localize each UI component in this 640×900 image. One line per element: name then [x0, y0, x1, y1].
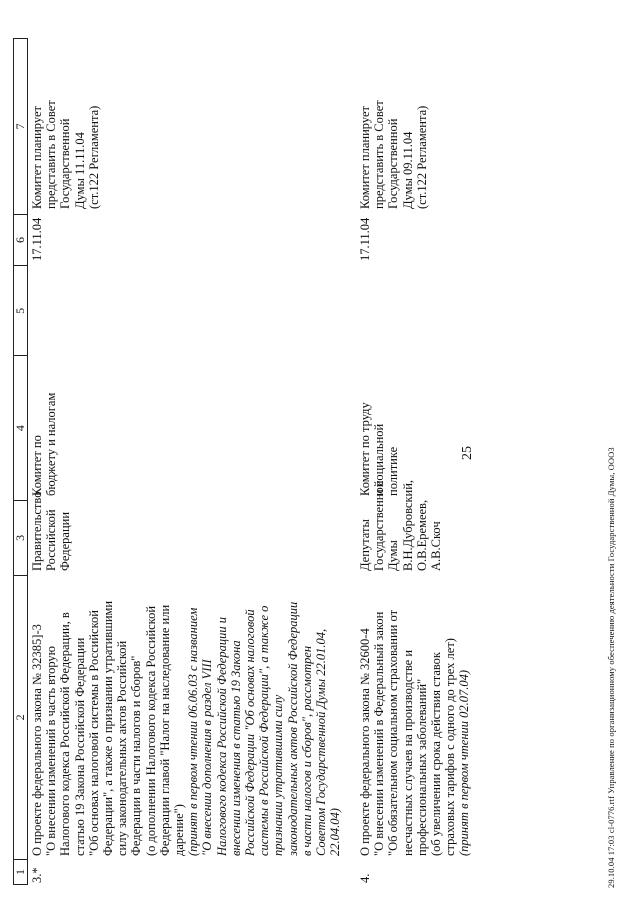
cell-line: страховых тарифов с одного до трех лет): [443, 638, 458, 856]
cell-line: законодательных актов Российской Федерации: [285, 601, 300, 856]
initiator: [30, 491, 342, 575]
header-col-7: 7: [13, 123, 27, 130]
cell-line: О проекте федерального закона № 32385]-3: [30, 624, 44, 856]
cell-line: силу законодательных актов Российской: [115, 640, 130, 856]
cell-line: Российской: [44, 509, 59, 571]
cell-line: Государственной: [58, 118, 73, 209]
header-col-4: 4: [14, 355, 27, 500]
cell-line: О.В.Еремеев,: [414, 499, 429, 571]
cell-line: "Об обязательном социальном страховании от: [386, 609, 401, 856]
cell-line: и социальной: [372, 423, 387, 496]
cell-line: (принят в первом чтении 02.07.04): [457, 669, 472, 856]
row-number: 3.*: [30, 867, 44, 883]
cell-line: признании утратившими силу: [271, 694, 286, 856]
cell-line: Федерации в части налогов и сборов": [129, 655, 144, 856]
table-row: [30, 38, 342, 885]
page-number: 25: [460, 446, 475, 460]
cell-line: бюджету и налогам: [44, 392, 59, 496]
footer-note: 29.10.04 17:03 cl-0776.rtf Управление по организационному обеспечению деятельности Государственной Думы, ООО3: [606, 447, 616, 888]
cell-line: политике: [386, 446, 401, 496]
cell-line: Комитет по: [30, 435, 44, 496]
cell-line: А.В.Скоч: [429, 521, 444, 571]
cell-line: (об увеличении срока действия ставок: [429, 651, 444, 856]
cell-line: (ст.122 Регламента): [86, 105, 101, 209]
cell-line: Федерации", а также о признании утратившими: [101, 600, 116, 856]
cell-line: Правительство: [30, 491, 44, 571]
cell-line: "Об основах налоговой системы в Российской: [86, 610, 101, 856]
cell-line: представить в Совет: [44, 100, 59, 209]
header-col-5: 5: [14, 265, 27, 355]
cell-line: В.Н.Дубровский,: [400, 479, 415, 571]
cell-line: статью 19 Закона Российской Федерации: [72, 637, 87, 856]
cell-line: несчастных случаев на производстве и: [400, 649, 415, 856]
cell-line: О проекте федерального закона № 32600-4: [358, 628, 372, 856]
responsible-committee: [30, 355, 342, 500]
header-col-1: 1: [14, 859, 27, 884]
cell-line: Комитет планирует: [358, 106, 372, 209]
column-5: [358, 265, 472, 355]
date: [30, 213, 342, 265]
cell-line: Депутаты: [358, 519, 372, 571]
cell-line: "О внесении изменений в Федеральный закон: [372, 611, 387, 856]
cell-line: внесении изменения в статью 19 Закона: [228, 640, 243, 856]
cell-line: 17.11.04: [30, 217, 44, 261]
cell-line: представить в Совет: [372, 100, 387, 209]
column-5: [30, 265, 342, 355]
cell-line: "О внесении изменений в часть вторую: [44, 646, 59, 856]
table-row: [358, 38, 472, 885]
bill-description: [358, 575, 472, 860]
cell-line: профессиональных заболеваний": [414, 678, 429, 856]
note: [30, 38, 342, 213]
cell-line: Налогового кодекса Российской Федерации, в: [58, 612, 73, 856]
cell-line: в части налогов и сборов", рассмотрен: [299, 645, 314, 856]
responsible-committee: [358, 355, 472, 500]
cell-line: Думы 09.11.04: [400, 131, 415, 209]
header-col-6: 6: [14, 214, 27, 266]
cell-line: Советом Государственной Думы 22.01.04,: [314, 628, 329, 856]
cell-line: Думы 11.11.04: [72, 132, 87, 209]
cell-line: (принят в первом чтении 06.06.03 с названием: [186, 607, 201, 856]
cell-line: системы в Российской Федерации", а также о: [257, 605, 272, 856]
cell-line: Федерации главой "Налог на наследование или: [157, 604, 172, 856]
date: [358, 213, 472, 265]
row-number: 4.: [358, 873, 372, 883]
cell-line: (ст.122 Регламента): [414, 105, 429, 209]
bill-description: [30, 575, 342, 860]
table-header: [13, 38, 28, 885]
cell-line: Федерации: [58, 511, 73, 571]
cell-line: Думы: [386, 540, 401, 571]
cell-line: Комитет планирует: [30, 106, 44, 209]
cell-line: Налогового кодекса Российской Федерации и: [214, 617, 229, 856]
cell-line: 22.04.04): [328, 808, 343, 856]
cell-line: Государственной: [386, 118, 401, 209]
initiator: [358, 479, 472, 575]
header-col-2: 2: [14, 575, 27, 859]
document-page: [8, 10, 616, 890]
cell-line: (о дополнении Налогового кодекса Российской: [143, 605, 158, 856]
note: [358, 38, 472, 213]
cell-line: Комитет по труду: [358, 402, 372, 496]
cell-line: "О внесении дополнения в раздел VIII: [200, 659, 215, 856]
cell-line: 17.11.04: [358, 217, 372, 261]
cell-line: Государственной: [372, 480, 387, 571]
cell-line: дарение"): [172, 804, 187, 856]
cell-line: Российской Федерации "Об основах налоговой: [243, 609, 258, 856]
header-col-3: 3: [14, 500, 27, 575]
